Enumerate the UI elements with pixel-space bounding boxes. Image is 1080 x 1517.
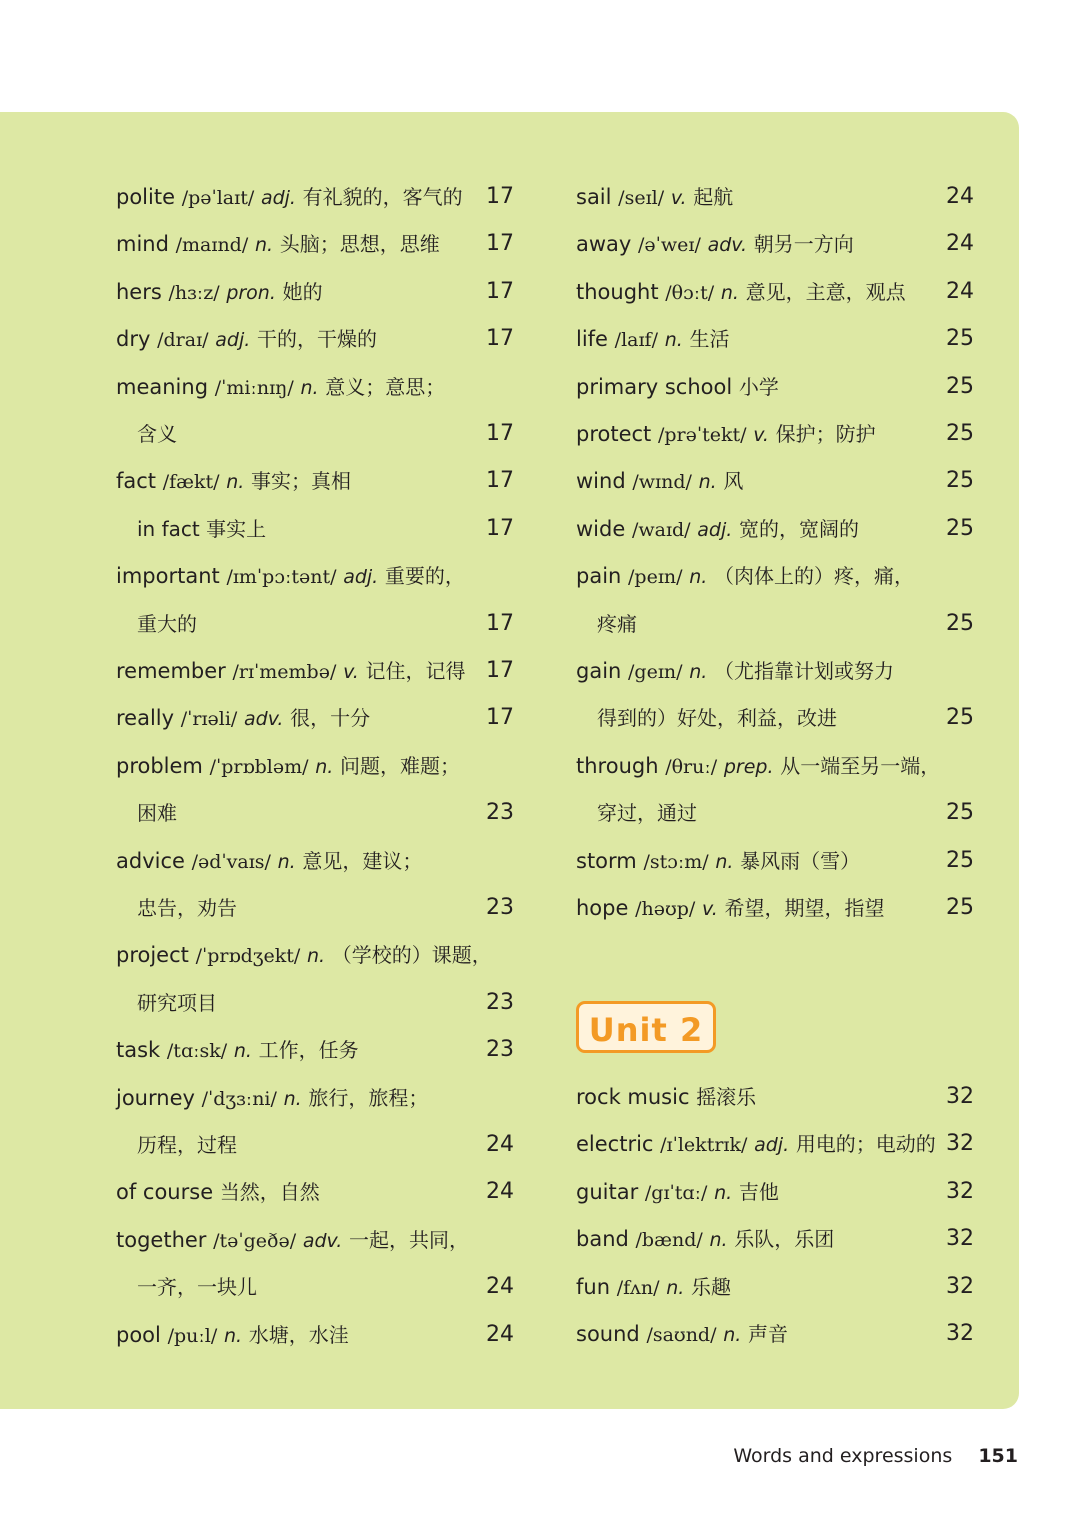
vocab-entry — [576, 367, 974, 407]
entry-part-of-speech: n. — [306, 945, 326, 968]
entry-part-of-speech: pron. — [226, 281, 276, 304]
vocab-entry — [576, 224, 974, 264]
page-footer — [733, 1440, 1018, 1472]
vocab-entry — [116, 1220, 514, 1260]
entry-meaning: 问题，难题； — [340, 753, 460, 778]
vocab-entry — [116, 177, 514, 217]
entry-meaning: （尤指靠计划或努力 — [714, 659, 895, 683]
entry-continuation — [576, 698, 974, 738]
entry-meaning: 工作，任务 — [258, 1038, 359, 1063]
entry-page: 32 — [946, 1321, 974, 1346]
entry-word: pain — [576, 564, 622, 589]
entry-part-of-speech: adj. — [697, 518, 733, 541]
entry-page: 24 — [946, 278, 974, 304]
vocab-entry — [576, 1124, 974, 1164]
entry-part-of-speech: adv. — [707, 234, 748, 257]
entry-meaning: 旅行，旅程； — [308, 1085, 429, 1110]
entry-page: 25 — [946, 421, 974, 446]
vocab-entry — [576, 1077, 974, 1117]
vocab-entry — [116, 1030, 514, 1070]
entry-part-of-speech: v. — [753, 424, 769, 446]
entry-part-of-speech: n. — [315, 755, 334, 778]
entry-meaning: 保护；防护 — [775, 422, 876, 446]
entry-word: fun — [576, 1274, 611, 1299]
vocab-entry — [576, 1314, 974, 1354]
entry-word: sail — [576, 185, 612, 209]
entry-word: problem — [116, 753, 203, 778]
entry-meaning: 重大的 — [137, 611, 197, 636]
entry-meaning: （学校的）课题， — [331, 943, 492, 968]
entry-word: electric — [576, 1132, 654, 1157]
entry-page: 23 — [486, 1037, 514, 1063]
entry-meaning: 水塘，水洼 — [248, 1322, 349, 1347]
entry-phonetic: /ɪˈlektrɪk/ — [660, 1134, 748, 1157]
entry-phonetic: /peɪn/ — [628, 566, 683, 589]
entry-page: 24 — [486, 1274, 514, 1300]
vocab-entry — [116, 272, 514, 312]
entry-part-of-speech: n. — [720, 281, 739, 304]
entry-phonetic: /hɜːz/ — [168, 281, 220, 304]
entry-part-of-speech: n. — [254, 234, 274, 257]
entry-meaning: 朝另一方向 — [753, 232, 854, 257]
entry-page: 23 — [486, 800, 514, 826]
entry-page: 17 — [486, 278, 514, 304]
entry-word: dry — [116, 327, 151, 352]
entry-part-of-speech: n. — [233, 1040, 252, 1063]
entry-meaning: 得到的）好处，利益，改进 — [597, 706, 837, 731]
entry-phonetic: /waɪd/ — [631, 518, 691, 541]
entry-meaning: 一齐，一块儿 — [137, 1275, 257, 1300]
entry-page: 32 — [946, 1273, 974, 1299]
entry-page: 25 — [946, 326, 974, 352]
entry-word: polite — [116, 185, 176, 209]
entry-phonetic: /puːl/ — [167, 1324, 218, 1347]
entry-page: 17 — [486, 610, 514, 636]
entry-meaning: 声音 — [747, 1322, 788, 1346]
entry-word: thought — [576, 279, 659, 304]
entry-meaning: 困难 — [137, 801, 177, 826]
vocab-entry — [576, 651, 974, 691]
vocab-entry — [576, 461, 974, 501]
entry-page: 24 — [486, 1132, 514, 1157]
vocab-entry — [116, 746, 514, 786]
entry-part-of-speech: n. — [300, 376, 319, 399]
entry-part-of-speech: n. — [715, 850, 734, 873]
entry-page: 25 — [946, 847, 974, 873]
entry-word: wide — [576, 516, 626, 541]
entry-page: 17 — [486, 326, 514, 352]
entry-continuation — [116, 983, 514, 1023]
vocab-entry — [116, 1315, 514, 1355]
entry-page: 25 — [946, 610, 974, 636]
entry-phonetic: /wɪnd/ — [632, 471, 692, 494]
entry-meaning: （肉体上的）疼，痛， — [714, 564, 915, 589]
entry-part-of-speech: n. — [277, 850, 296, 873]
entry-meaning: 起航 — [693, 185, 734, 209]
entry-meaning: 疼痛 — [597, 611, 637, 636]
entry-page: 17 — [486, 658, 514, 683]
vocab-entry — [576, 888, 974, 928]
entry-phonetic: /geɪn/ — [628, 661, 683, 683]
vocab-entry — [116, 1078, 514, 1118]
entry-meaning: 意义；意思； — [325, 374, 446, 399]
entry-word: mind — [116, 232, 169, 257]
vocab-entry — [116, 841, 514, 881]
entry-meaning: 她的 — [282, 279, 323, 304]
entry-word: rock music — [576, 1085, 690, 1109]
entry-page: 32 — [946, 1178, 974, 1204]
entry-page: 17 — [486, 184, 514, 209]
vocab-entry — [116, 651, 514, 691]
vocab-entry — [576, 177, 974, 217]
entry-word: pool — [116, 1322, 161, 1347]
entry-word: project — [116, 943, 189, 968]
entry-meaning: 吉他 — [738, 1179, 779, 1204]
entry-meaning: 摇滚乐 — [696, 1085, 757, 1109]
entry-page: 32 — [946, 1226, 974, 1252]
entry-meaning: 乐队，乐团 — [734, 1227, 835, 1252]
entry-page: 24 — [486, 1321, 514, 1347]
entry-word: task — [116, 1038, 161, 1063]
entry-page: 25 — [946, 705, 974, 731]
entry-continuation — [576, 604, 974, 644]
entry-phonetic: /gɪˈtɑː/ — [644, 1181, 708, 1204]
entry-meaning: 宽的，宽阔的 — [739, 516, 859, 541]
entry-word: important — [116, 564, 220, 589]
entry-phonetic: /θruː/ — [665, 755, 718, 778]
vocab-entry — [116, 367, 514, 407]
entry-phonetic: /maɪnd/ — [175, 234, 249, 257]
entry-continuation — [116, 1125, 514, 1165]
entry-phonetic: /ˈdʒɜːni/ — [201, 1087, 277, 1110]
entry-word: of course — [116, 1180, 214, 1205]
entry-part-of-speech: n. — [226, 471, 245, 494]
entry-page: 24 — [486, 1179, 514, 1205]
entry-word: sound — [576, 1322, 640, 1346]
entry-part-of-speech: n. — [689, 566, 708, 589]
entry-word: really — [116, 706, 175, 731]
entry-meaning: in fact 事实上 — [137, 516, 267, 541]
entry-phonetic: /həʊp/ — [635, 898, 696, 920]
entry-part-of-speech: n. — [666, 1276, 685, 1299]
entry-meaning: 历程，过程 — [137, 1133, 237, 1157]
entry-meaning: 风 — [723, 469, 744, 494]
entry-page: 25 — [946, 373, 974, 399]
entry-page: 17 — [486, 468, 514, 494]
entry-continuation — [116, 604, 514, 644]
entry-part-of-speech: n. — [709, 1229, 728, 1252]
entry-meaning: 有礼貌的，客气的 — [302, 185, 463, 209]
vocab-entry — [576, 746, 974, 786]
entry-continuation — [576, 793, 974, 833]
entry-continuation — [116, 888, 514, 928]
entry-continuation — [116, 414, 514, 454]
entry-meaning: 含义 — [137, 422, 177, 446]
entry-page: 24 — [946, 231, 974, 257]
vocab-entry — [116, 461, 514, 501]
entry-part-of-speech: adj. — [343, 566, 379, 589]
entry-part-of-speech: adv. — [244, 708, 284, 731]
entry-phonetic: /ɪmˈpɔːtənt/ — [226, 566, 337, 589]
entry-phonetic: /ədˈvaɪs/ — [191, 850, 271, 873]
entry-word: advice — [116, 848, 185, 873]
entry-phonetic: /draɪ/ — [157, 329, 209, 352]
vocab-entry — [576, 1172, 974, 1212]
entry-word: meaning — [116, 374, 209, 399]
entry-meaning: 重要的， — [384, 564, 465, 589]
entry-meaning: 头脑；思想，思维 — [279, 232, 440, 257]
entry-word: gain — [576, 659, 622, 683]
vocab-entry — [576, 272, 974, 312]
entry-part-of-speech: n. — [689, 661, 708, 683]
unit-badge: Unit 2 — [576, 1001, 716, 1053]
entry-meaning: 乐趣 — [690, 1274, 731, 1299]
entry-word: remember — [116, 659, 226, 683]
vocab-entry — [576, 841, 974, 881]
vocab-entry — [116, 319, 514, 359]
entry-part-of-speech: v. — [702, 898, 718, 920]
entry-meaning: 小学 — [738, 374, 779, 399]
entry-phonetic: /ˈmiːnɪŋ/ — [214, 376, 294, 399]
entry-meaning: 很，十分 — [290, 706, 371, 731]
entry-phonetic: /saʊnd/ — [646, 1324, 717, 1346]
entry-word: storm — [576, 848, 637, 873]
entry-meaning: 穿过，通过 — [597, 801, 697, 826]
entry-word: hope — [576, 896, 629, 920]
entry-word: protect — [576, 422, 652, 446]
entry-phonetic: /təˈgeðə/ — [213, 1229, 297, 1252]
entry-word: life — [576, 327, 608, 352]
entry-phonetic: /stɔːm/ — [643, 850, 709, 873]
entry-word: fact — [116, 469, 157, 494]
vocab-entry — [116, 224, 514, 264]
entry-meaning: 记住，记得 — [365, 659, 466, 683]
entry-word: band — [576, 1227, 629, 1252]
entry-phonetic: /pəˈlaɪt/ — [181, 187, 255, 209]
entry-part-of-speech: adj. — [215, 329, 251, 352]
entry-page: 23 — [486, 895, 514, 920]
entry-word: guitar — [576, 1179, 639, 1204]
entry-meaning: 忠告，劝告 — [137, 896, 237, 920]
entry-word: together — [116, 1227, 207, 1252]
vocab-entry — [116, 556, 514, 596]
entry-page: 25 — [946, 895, 974, 920]
entry-part-of-speech: n. — [723, 1324, 742, 1346]
entry-meaning: 事实；真相 — [251, 469, 352, 494]
entry-part-of-speech: n. — [664, 329, 683, 352]
entry-phonetic: /ˈprɒbləm/ — [209, 755, 309, 778]
entry-phonetic: /θɔːt/ — [665, 281, 715, 304]
entry-page: 17 — [486, 515, 514, 541]
entry-page: 17 — [486, 421, 514, 446]
vocab-entry — [576, 556, 974, 596]
entry-page: 17 — [486, 705, 514, 731]
entry-word: wind — [576, 469, 626, 494]
entry-part-of-speech: adv. — [302, 1229, 343, 1252]
entry-part-of-speech: v. — [670, 187, 687, 209]
entry-meaning: 从一端至另一端， — [780, 753, 941, 778]
entry-page: 24 — [946, 184, 974, 209]
entry-meaning: 当然，自然 — [219, 1180, 320, 1205]
vocab-entry — [576, 1267, 974, 1307]
entry-part-of-speech: prep. — [723, 755, 774, 778]
entry-phonetic: /fækt/ — [162, 471, 220, 494]
entry-part-of-speech: adj. — [260, 187, 296, 209]
entry-word: through — [576, 753, 659, 778]
entry-phonetic: /fʌn/ — [616, 1276, 660, 1299]
vocab-entry — [576, 1219, 974, 1259]
entry-page: 32 — [946, 1084, 974, 1109]
entry-phonetic: /seɪl/ — [618, 187, 665, 209]
entry-page: 25 — [946, 800, 974, 826]
entry-page: 17 — [486, 231, 514, 257]
entry-continuation — [116, 1267, 514, 1307]
entry-part-of-speech: n. — [698, 471, 717, 494]
entry-meaning: 干的，干燥的 — [256, 327, 377, 352]
entry-word: journey — [116, 1085, 195, 1110]
entry-phonetic: /ˈrɪəli/ — [180, 708, 238, 731]
vocab-entry — [576, 414, 974, 454]
entry-meaning: 希望，期望，指望 — [724, 896, 885, 920]
entry-phonetic: /prəˈtekt/ — [657, 424, 747, 446]
entry-part-of-speech: n. — [223, 1324, 243, 1347]
entry-page: 25 — [946, 468, 974, 494]
vocab-entry — [576, 319, 974, 359]
entry-meaning: 暴风雨（雪） — [740, 848, 861, 873]
entry-meaning: 生活 — [689, 327, 730, 352]
entry-phonetic: /rɪˈmembə/ — [232, 661, 337, 683]
entry-meaning: 意见，建议； — [302, 848, 423, 873]
entry-word: away — [576, 232, 632, 257]
entry-phonetic: /ˈprɒdʒekt/ — [195, 945, 301, 968]
entry-meaning: 一起，共同， — [348, 1227, 469, 1252]
vocab-entry — [116, 1172, 514, 1212]
entry-meaning: 研究项目 — [137, 990, 217, 1015]
entry-word: primary school — [576, 374, 733, 399]
vocab-entry — [116, 935, 514, 975]
entry-part-of-speech: v. — [343, 661, 359, 683]
vocab-entry — [116, 698, 514, 738]
entry-part-of-speech: n. — [714, 1181, 733, 1204]
entry-page: 25 — [946, 515, 974, 541]
entry-phonetic: /bænd/ — [635, 1229, 703, 1252]
vocab-entry — [576, 509, 974, 549]
entry-page: 23 — [486, 989, 514, 1015]
entry-continuation — [116, 793, 514, 833]
footer-label: Words and expressions — [733, 1445, 953, 1467]
entry-continuation — [116, 509, 514, 549]
entry-page: 32 — [946, 1131, 974, 1157]
entry-meaning: 意见，主意，观点 — [745, 279, 906, 304]
entry-meaning: 用电的；电动的 — [795, 1132, 936, 1157]
entry-phonetic: /laɪf/ — [614, 329, 658, 352]
entry-phonetic: /tɑːsk/ — [166, 1040, 228, 1063]
page-number: 151 — [978, 1445, 1018, 1467]
entry-part-of-speech: n. — [283, 1087, 302, 1110]
entry-part-of-speech: adj. — [754, 1134, 790, 1157]
entry-phonetic: /əˈweɪ/ — [638, 234, 701, 257]
entry-word: hers — [116, 279, 162, 304]
